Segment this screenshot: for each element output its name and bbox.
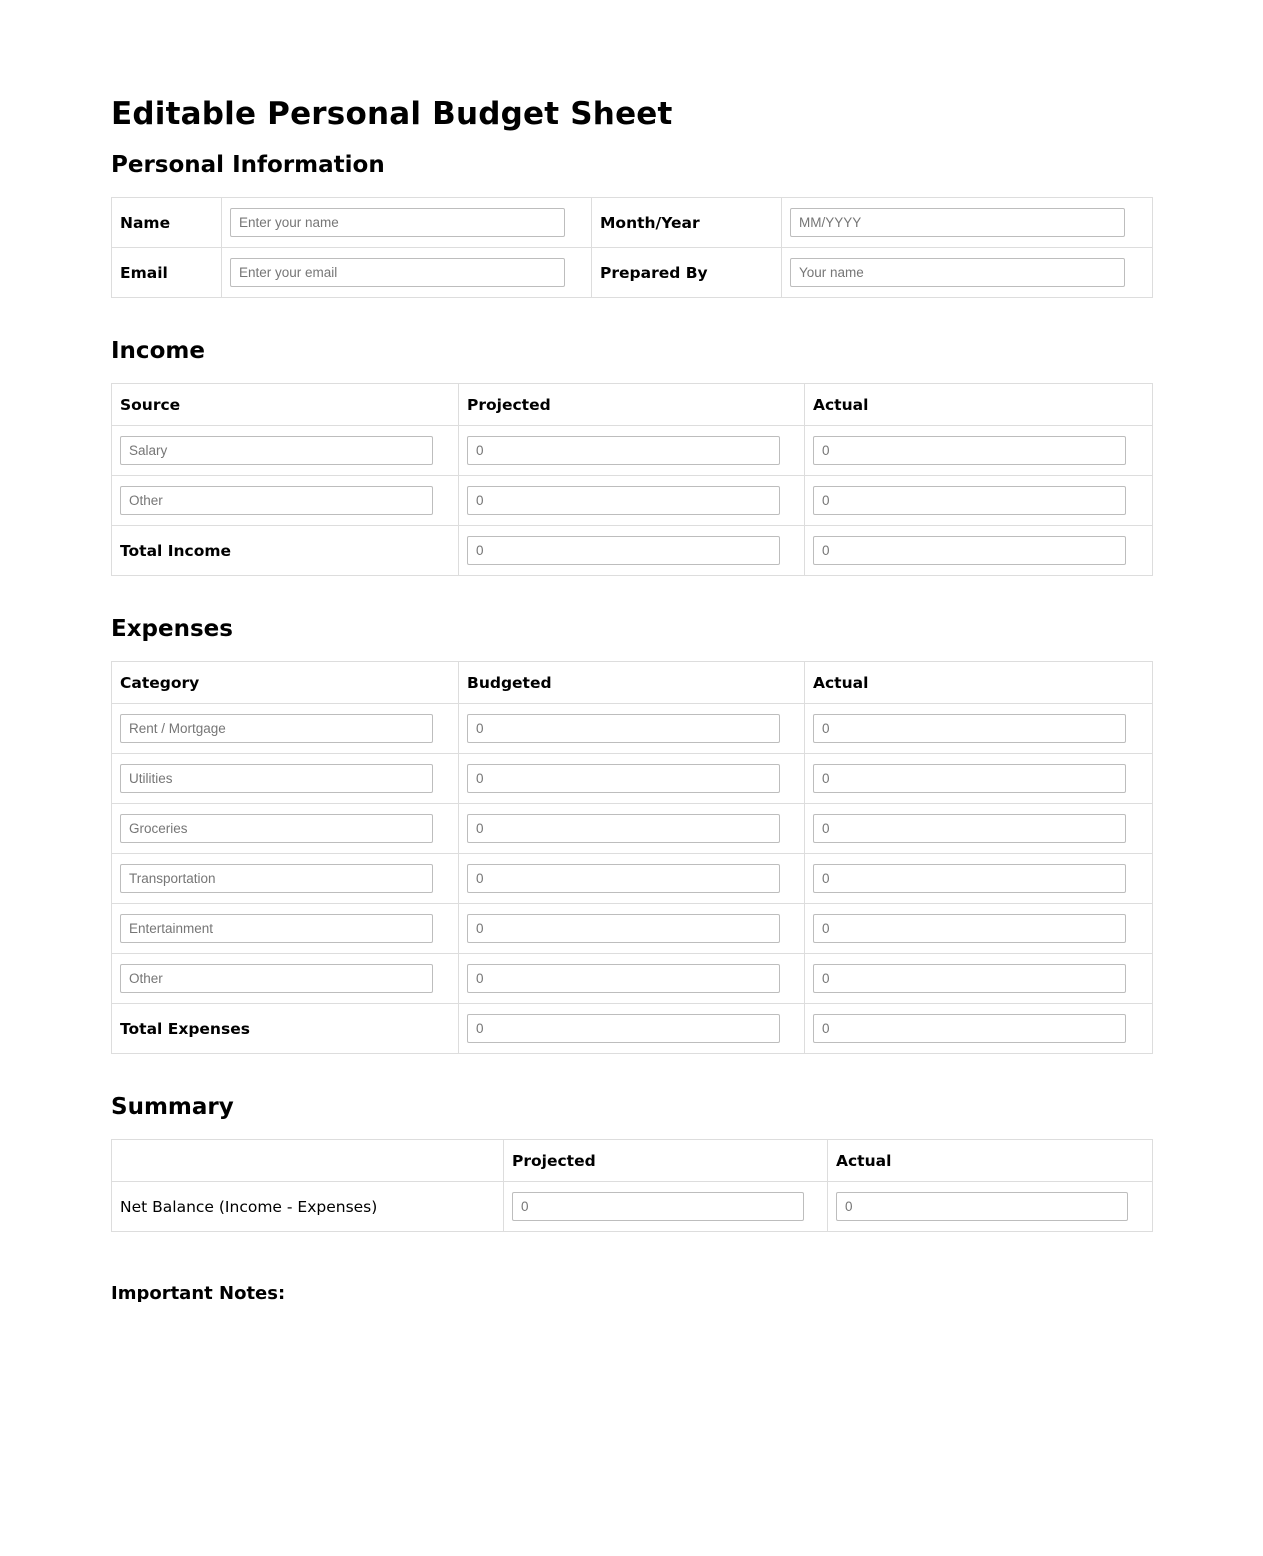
income-projected-input[interactable] [467,486,780,515]
personal-row-1 [112,198,1153,248]
expense-budgeted-input[interactable] [467,714,780,743]
column-header-actual: Actual [805,662,1153,704]
name-input[interactable] [230,208,565,237]
column-header-budgeted: Budgeted [459,662,805,704]
total-income-actual-input[interactable] [813,536,1126,565]
column-header-category: Category [112,662,459,704]
expense-actual-input[interactable] [813,764,1126,793]
net-balance-row [112,1182,1153,1232]
expense-actual-input[interactable] [813,814,1126,843]
expense-budgeted-input[interactable] [467,964,780,993]
total-expenses-actual-input[interactable] [813,1014,1126,1043]
expense-row [112,754,1153,804]
income-actual-input[interactable] [813,436,1126,465]
expense-category-input[interactable] [120,714,433,743]
column-header-empty [112,1140,504,1182]
expense-category-input[interactable] [120,764,433,793]
income-row-salary [112,426,1153,476]
prepared-by-label: Prepared By [592,248,782,298]
prepared-by-input[interactable] [790,258,1125,287]
expense-row [112,854,1153,904]
personal-info-heading: Personal Information [111,152,385,178]
page-title: Editable Personal Budget Sheet [111,96,673,132]
expense-category-input[interactable] [120,914,433,943]
income-header-row [112,384,1153,426]
column-header-projected: Projected [504,1140,828,1182]
income-projected-input[interactable] [467,436,780,465]
income-table [111,383,1153,576]
expenses-header-row [112,662,1153,704]
expense-budgeted-input[interactable] [467,814,780,843]
total-expenses-budgeted-input[interactable] [467,1014,780,1043]
personal-info-table [111,197,1153,298]
income-source-input[interactable] [120,436,433,465]
income-source-input[interactable] [120,486,433,515]
budget-sheet [111,92,1152,1232]
expense-category-input[interactable] [120,964,433,993]
income-total-row [112,526,1153,576]
expense-actual-input[interactable] [813,864,1126,893]
net-balance-projected-input[interactable] [512,1192,804,1221]
expense-actual-input[interactable] [813,914,1126,943]
total-expenses-label: Total Expenses [112,1004,459,1054]
month-year-label: Month/Year [592,198,782,248]
expense-budgeted-input[interactable] [467,864,780,893]
summary-header-row [112,1140,1153,1182]
month-year-input[interactable] [790,208,1125,237]
expenses-table [111,661,1153,1054]
column-header-actual: Actual [828,1140,1153,1182]
email-input[interactable] [230,258,565,287]
expense-row [112,704,1153,754]
income-row-other [112,476,1153,526]
total-income-projected-input[interactable] [467,536,780,565]
expense-budgeted-input[interactable] [467,764,780,793]
expense-actual-input[interactable] [813,964,1126,993]
email-label: Email [112,248,222,298]
expense-row [112,954,1153,1004]
column-header-projected: Projected [459,384,805,426]
expenses-total-row [112,1004,1153,1054]
notes-section [111,1280,511,1302]
net-balance-label: Net Balance (Income - Expenses) [112,1182,504,1232]
important-notes-heading: Important Notes: [111,1283,286,1302]
expenses-heading: Expenses [111,616,233,642]
total-income-label: Total Income [112,526,459,576]
column-header-source: Source [112,384,459,426]
expense-category-input[interactable] [120,864,433,893]
expense-category-input[interactable] [120,814,433,843]
expense-budgeted-input[interactable] [467,914,780,943]
income-heading: Income [111,338,205,364]
income-actual-input[interactable] [813,486,1126,515]
column-header-actual: Actual [805,384,1153,426]
net-balance-actual-input[interactable] [836,1192,1128,1221]
expense-actual-input[interactable] [813,714,1126,743]
expense-row [112,804,1153,854]
personal-row-2 [112,248,1153,298]
name-label: Name [112,198,222,248]
summary-table [111,1139,1153,1232]
expense-row [112,904,1153,954]
summary-heading: Summary [111,1094,234,1120]
